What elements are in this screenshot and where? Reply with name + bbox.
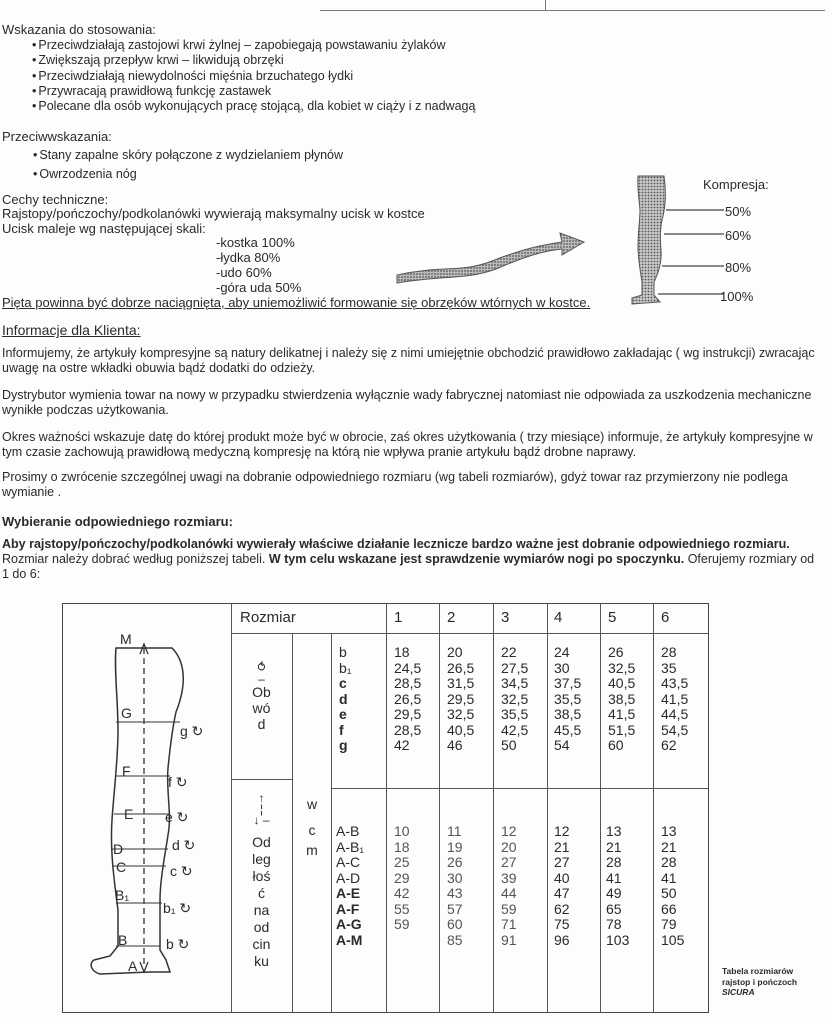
table-cell: 32,5: [447, 706, 475, 722]
table-cell: 26: [608, 644, 624, 660]
leg-point-label: C: [116, 859, 127, 875]
len-column-size-3: [501, 824, 517, 948]
table-cell: 62: [554, 900, 570, 917]
sizing-text: [2, 537, 822, 582]
leg-side-label: [172, 838, 195, 853]
table-divider: [386, 603, 387, 1013]
row-label: e: [339, 706, 347, 722]
row-label: A-M: [336, 931, 363, 948]
leg-point-label: B₁: [115, 887, 130, 903]
table-cell: 40,5: [447, 721, 475, 738]
table-divider: [547, 603, 548, 1013]
scale-item: -góra uda 50%: [216, 280, 302, 295]
table-cell: 96: [554, 931, 570, 948]
length-text: na: [253, 902, 270, 918]
circumference-text: Ob: [252, 684, 271, 700]
pressure-scale: [216, 235, 301, 295]
circ-column-size-4: [554, 645, 581, 754]
table-cell: 41,5: [608, 706, 636, 722]
technical-title: Cechy techniczne:: [2, 192, 109, 207]
leg-point-label: D: [113, 841, 124, 857]
table-cell: 19: [447, 838, 463, 855]
table-divider: [600, 603, 601, 1013]
table-cell: 21: [661, 838, 677, 855]
leg-side-label: [180, 724, 203, 739]
table-cell: 31,5: [447, 675, 475, 691]
leg-point-label: M: [120, 631, 132, 647]
leg-side-text: g: [180, 723, 188, 739]
leg-side-text: b₁: [163, 900, 176, 916]
sizing-title: Wybieranie odpowiedniego rozmiaru:: [2, 514, 233, 529]
table-cell: 12: [554, 823, 570, 839]
table-cell: 38,5: [554, 706, 582, 722]
circumference-text: d: [257, 716, 266, 732]
table-cell: 24: [554, 644, 570, 660]
leg-side-label: [168, 775, 188, 790]
size-header: 3: [501, 609, 510, 626]
circumference-text: wó: [252, 700, 271, 716]
leg-side-text: f: [168, 774, 172, 790]
table-cell: 54: [554, 737, 570, 753]
table-cell: 43: [447, 885, 463, 901]
table-cell: 29,5: [447, 690, 475, 707]
table-cell: 42,5: [501, 721, 529, 738]
scale-item: -łydka 80%: [216, 250, 281, 265]
len-column-size-5: [606, 824, 629, 948]
table-cell: 28: [661, 644, 677, 660]
row-label: f: [339, 721, 344, 738]
leg-side-text: e: [165, 809, 173, 825]
table-cell: 54,5: [661, 721, 689, 738]
table-cell: 42: [394, 885, 410, 901]
table-divider: [231, 633, 709, 634]
client-info-paragraph: Okres ważności wskazuje datę do której produkt może być w obrocie, zaś okres użytkowania ( trzy miesiące) informuje, że artykuły kompresyjne w tym czasie zachowują prawidłową medyczną kompresję na którą nie wpływa pranie artykułu bądź drobne naprawy.: [2, 430, 813, 459]
table-cell: 41: [661, 869, 677, 886]
length-text: łoś: [252, 868, 271, 884]
table-cell: 57: [447, 900, 463, 917]
indication-item: • Przywracają prawidłową funkcję zastawek: [32, 84, 475, 99]
contraindications-list: [33, 146, 343, 184]
row-label: A-F: [336, 900, 360, 917]
table-cell: 12: [501, 823, 517, 839]
size-header-label: Rozmiar: [240, 609, 296, 626]
sizing-text-mid2: W tym celu wskazane jest sprawdzenie wymiarów nogi po spoczynku.: [265, 552, 685, 566]
circumference-icon: ↻: [171, 774, 188, 790]
table-divider: [331, 633, 332, 1013]
circ-column-size-2: [447, 645, 474, 754]
table-cell: 28,5: [394, 675, 422, 691]
row-label: A-C: [336, 854, 361, 870]
table-cell: 26,5: [447, 659, 475, 676]
table-divider: [493, 603, 494, 1013]
compression-level: 100%: [720, 289, 754, 304]
arrow-up-icon: ↑: [258, 791, 265, 805]
length-text: ku: [254, 953, 269, 969]
row-label: g: [339, 737, 348, 753]
leg-side-label: [166, 937, 189, 952]
table-cell: 47: [554, 885, 570, 901]
leg-side-text: c: [170, 863, 177, 879]
table-cell: 13: [606, 823, 622, 839]
table-cell: 62: [661, 737, 677, 753]
table-cell: 66: [661, 900, 677, 917]
table-cell: 41: [606, 869, 622, 886]
caption-brand: SICURA: [722, 987, 755, 997]
length-text: leg: [252, 851, 271, 867]
table-cell: 39: [501, 869, 517, 886]
unit-text: w: [306, 796, 318, 812]
circ-column-size-3: [501, 645, 528, 754]
dash-icon: –: [258, 672, 265, 686]
length-text: cin: [252, 936, 271, 952]
table-cell: 85: [447, 931, 463, 948]
length-text: ć: [258, 885, 265, 901]
table-cell: 35,5: [554, 690, 582, 707]
table-cell: 35,5: [501, 706, 529, 722]
leg-side-label: [170, 864, 193, 879]
client-info-title: Informacje dla Klienta:: [2, 322, 141, 338]
sizing-text-mid1: Rozmiar należy dobrać według poniższej tabeli.: [2, 552, 266, 566]
table-cell: 22: [501, 644, 517, 660]
leg-side-label: [163, 901, 191, 916]
length-label: [231, 792, 292, 970]
table-cell: 32,5: [501, 690, 529, 707]
table-cell: 28: [661, 854, 677, 870]
row-label: A-G: [336, 916, 362, 932]
circumference-icon: ↻: [175, 900, 192, 916]
table-cell: 41,5: [661, 690, 689, 707]
circumference-icon: ↻: [173, 936, 190, 952]
table-cell: 10: [394, 823, 410, 839]
heel-note: Pięta powinna być dobrze naciągnięta, aby uniemożliwić formowanie się obrzęków wtórnych w kostce.: [2, 295, 591, 310]
table-cell: 26: [447, 854, 463, 870]
leg-point-label: E: [124, 806, 134, 822]
table-caption: [722, 966, 797, 998]
scale-item: -kostka 100%: [216, 235, 295, 250]
table-cell: 27,5: [501, 659, 529, 676]
caption-line: rajstop i pończoch: [722, 976, 798, 987]
client-info-paragraph: Dystrybutor wymienia towar na nowy w przypadku stwierdzenia wyłącznie wady fabrycznej natomiast nie odpowiada za uszkodzenia mechaniczne wynikłe podczas użytkowania.: [2, 388, 812, 417]
compression-level: 80%: [725, 260, 752, 275]
table-cell: 49: [606, 885, 622, 901]
row-label: A-D: [336, 869, 361, 886]
row-label: b₁: [339, 659, 352, 676]
circ-row-labels: [339, 645, 352, 754]
table-cell: 91: [501, 931, 517, 948]
table-cell: 37,5: [554, 675, 582, 691]
leg-point-label: A: [128, 958, 138, 974]
technical-line2: Ucisk maleje wg następującej skali:: [2, 221, 206, 236]
table-cell: 21: [606, 838, 622, 855]
table-cell: 21: [554, 838, 570, 855]
table-cell: 20: [501, 838, 517, 855]
indication-item: • Zwiększają przepływ krwi – likwidują obrzęki: [32, 53, 475, 68]
table-divider: [653, 603, 654, 1013]
sizing-text-bold: Aby rajstopy/pończochy/podkolanówki wywierały właściwe działanie lecznicze bardzo ważne jest dobranie odpowiedniego rozmiaru.: [2, 537, 790, 551]
row-label: c: [339, 675, 347, 691]
size-header: 6: [661, 609, 670, 626]
row-label: d: [339, 690, 348, 707]
len-column-size-6: [661, 824, 684, 948]
scale-item: -udo 60%: [216, 265, 272, 280]
length-text: Od: [252, 834, 271, 850]
len-column-size-2: [447, 824, 463, 948]
client-info-paragraph: Informujemy, że artykuły kompresyjne są natury delikatnej i należy się z nimi umiejętnie obchodzić prawidłowo zakładając ( wg instrukcji) zwracając uwagę na ostre wkładki obuwia bądź dodatki do odzieży.: [2, 346, 815, 375]
table-cell: 20: [447, 644, 463, 660]
size-header: 2: [447, 609, 456, 626]
wavy-arrow-icon: [392, 225, 592, 287]
table-cell: 65: [606, 900, 622, 917]
unit-text: m: [306, 842, 318, 858]
circumference-icon: ↻: [179, 837, 196, 853]
size-header: 1: [394, 609, 403, 626]
table-cell: 38,5: [608, 690, 636, 707]
circ-column-size-5: [608, 645, 635, 754]
table-cell: 103: [606, 931, 630, 948]
row-label: A-E: [336, 885, 361, 901]
table-cell: 13: [661, 823, 677, 839]
table-cell: 29: [394, 869, 410, 886]
table-cell: 46: [447, 737, 463, 753]
row-label: A-B₁: [336, 838, 365, 855]
size-header: 4: [554, 609, 563, 626]
leg-side-label: [165, 810, 188, 825]
unit-label: [293, 788, 331, 860]
table-cell: 60: [608, 737, 624, 753]
table-cell: 28,5: [394, 721, 422, 738]
table-cell: 32,5: [608, 659, 636, 676]
table-cell: 25: [394, 854, 410, 870]
table-cell: 51,5: [608, 721, 636, 738]
leg-measurement-icon: [80, 630, 230, 980]
table-cell: 79: [661, 916, 677, 932]
length-text: od: [253, 919, 270, 935]
table-cell: 40: [554, 869, 570, 886]
row-label: b: [339, 644, 347, 660]
leg-side-text: d: [172, 837, 180, 853]
circumference-icon: ⥀: [257, 660, 266, 674]
circ-column-size-6: [661, 645, 688, 754]
table-cell: 28: [606, 854, 622, 870]
circumference-icon: ↻: [172, 809, 189, 825]
table-cell: 18: [394, 838, 410, 855]
table-cell: 50: [661, 885, 677, 901]
len-column-size-1: [394, 824, 410, 933]
table-divider: [331, 788, 709, 789]
arrow-down-icon: ↓ –: [253, 813, 270, 827]
technical-line1: Rajstopy/pończochy/podkolanówki wywierają maksymalny ucisk w kostce: [2, 206, 425, 221]
leg-point-label: G: [121, 705, 132, 721]
table-cell: 43,5: [661, 675, 689, 691]
table-cell: 44: [501, 885, 517, 901]
table-cell: 55: [394, 900, 410, 917]
table-cell: 29,5: [394, 706, 422, 722]
table-divider: [439, 603, 440, 1013]
table-cell: 40,5: [608, 675, 636, 691]
top-rule: [320, 10, 825, 11]
client-info-paragraph: Prosimy o zwrócenie szczególnej uwagi na dobranie odpowiedniego rozmiaru (wg tabeli rozmiarów), gdyż towar raz przymierzony nie podlega wymianie .: [2, 470, 788, 499]
len-column-size-4: [554, 824, 570, 948]
table-cell: 78: [606, 916, 622, 932]
table-cell: 59: [394, 916, 410, 932]
dashed-line-icon: ¦: [259, 802, 264, 816]
table-cell: 44,5: [661, 706, 689, 722]
indication-item: • Przeciwdziałają zastojowi krwi żylnej – zapobiegają powstawaniu żylaków: [32, 38, 475, 53]
table-cell: 75: [554, 916, 570, 932]
caption-line: Tabela rozmiarów: [722, 966, 794, 976]
table-cell: 45,5: [554, 721, 582, 738]
table-divider: [231, 779, 293, 780]
table-cell: 42: [394, 737, 410, 753]
table-cell: 35: [661, 659, 677, 676]
compression-level: 60%: [725, 228, 752, 243]
table-cell: 50: [501, 737, 517, 753]
indications-title: Wskazania do stosowania:: [2, 22, 156, 37]
leg-side-text: b: [166, 936, 174, 952]
indications-list: [32, 38, 475, 114]
leg-point-label: F: [122, 763, 131, 779]
circumference-icon: ↻: [187, 723, 204, 739]
len-row-labels: [336, 824, 364, 948]
table-cell: 71: [501, 916, 517, 932]
indication-item: • Polecane dla osób wykonujących pracę stojącą, dla kobiet w ciąży i z nadwagą: [32, 99, 475, 114]
table-cell: 105: [661, 931, 685, 948]
table-cell: 24,5: [394, 659, 422, 676]
compression-title: Kompresja:: [703, 177, 769, 192]
circumference-label: [231, 660, 292, 732]
row-label: A-B: [336, 823, 360, 839]
table-cell: 11: [447, 823, 462, 839]
indication-item: • Przeciwdziałają niewydolności mięśnia brzuchatego łydki: [32, 69, 475, 84]
table-cell: 34,5: [501, 675, 529, 691]
table-cell: 18: [394, 644, 410, 660]
contraindication-item: • Owrzodzenia nóg: [33, 165, 343, 184]
table-cell: 27: [501, 854, 517, 870]
table-cell: 26,5: [394, 690, 422, 707]
contraindications-title: Przeciwwskazania:: [2, 129, 112, 144]
table-cell: 30: [447, 869, 463, 886]
unit-text: c: [308, 822, 316, 838]
table-cell: 30: [554, 659, 570, 676]
contraindication-item: • Stany zapalne skóry połączone z wydzielaniem płynów: [33, 146, 343, 165]
leg-point-label: B: [118, 932, 128, 948]
compression-level: 50%: [725, 204, 752, 219]
table-cell: 27: [554, 854, 570, 870]
table-cell: 60: [447, 916, 463, 932]
circ-column-size-1: [394, 645, 421, 754]
table-cell: 59: [501, 900, 517, 917]
sizing-text-end: Oferujemy rozmiary od 1 do 6:: [2, 552, 815, 581]
size-header: 5: [608, 609, 617, 626]
top-rule-tick: [545, 0, 546, 10]
circumference-icon: ↻: [177, 863, 193, 879]
